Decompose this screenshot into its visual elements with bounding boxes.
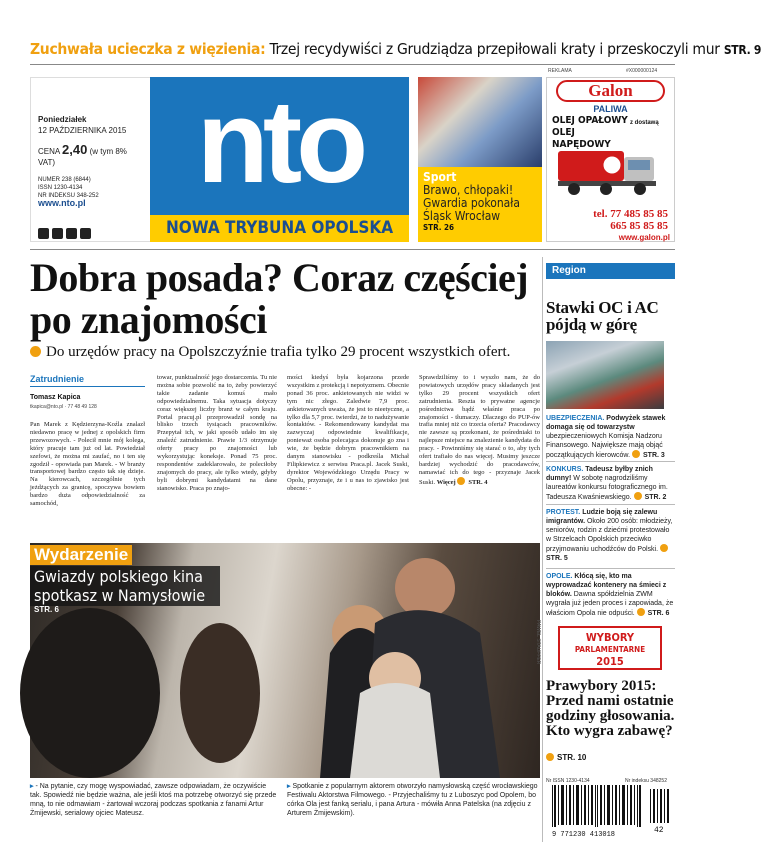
ad-url[interactable]: www.galon.pl: [618, 233, 670, 242]
article-column-3: mości kiedyś była kojarzona przede wszystkim z protekcją i nepotyzmem. Obecnie ponad 36 proc. ankietowanych nie widzi w tym nic złego. Zaledwie 7,9 proc. ankietowanych uważa, że jest to nieetyczne, a tylko dla 5,7 proc. twierdzi, że to nadużywanie kontaktów. - Rekomendowany kandydat ma zazwyczaj odpowiednie kwalifikacje, ponieważ osoba polecająca dokonuje go zna i wie, że będzie dobrym pracownikiem na danym stanowisku - podkreśla Michał Filipkiewicz z serwisu Praca.pl. Jacek Suski, dyrektor Wojewódzkiego Urzędu Pracy w Opolu, przyznaje, że i u nas to zjawisko jest obecne: -: [287, 374, 410, 492]
ad-phones: [556, 208, 668, 232]
top-teaser[interactable]: [30, 40, 761, 58]
event-caption-1: [30, 782, 278, 818]
brief-kicker: PROTEST.: [546, 509, 581, 516]
region-headline[interactable]: Stawki OC i AC pójdą w górę: [546, 298, 659, 334]
arrow-icon: [660, 544, 668, 552]
author-contact: tkapica@nto.pl · 77 48 49 128: [30, 404, 97, 410]
section-label: Zatrudnienie: [30, 374, 145, 387]
caption-arrow-icon: ▸: [287, 783, 291, 790]
facebook-icon[interactable]: [38, 228, 49, 239]
elections-badge-line-3: 2015: [596, 655, 624, 668]
masthead-info: [38, 114, 146, 200]
elections-headline[interactable]: Prawybory 2015: Przed nami ostatnie godziny głosowania. Kto wygra zabawę?: [546, 678, 675, 739]
brief-lead: Ludzie boją się zalewu imigrantów.: [546, 509, 658, 525]
event-kicker: Wydarzenie: [30, 545, 132, 565]
elections-page: [546, 753, 586, 762]
event-caption-2: [287, 782, 540, 818]
ad-brand-sub: PALIWA: [593, 104, 628, 114]
brief-text: W sobotę nagrodziliśmy laureatów konkursu fotograficznego im. Tadeusza Kwaśniewskiego.: [546, 475, 668, 501]
more-link[interactable]: [437, 479, 488, 486]
elections-badge-line-1: WYBORY: [585, 631, 635, 644]
brief-kicker: KONKURS.: [546, 466, 584, 473]
top-divider: [30, 64, 675, 65]
ad-code: #X000000124: [626, 68, 658, 74]
arrow-icon: [632, 450, 640, 458]
region-header[interactable]: Region: [546, 263, 675, 279]
arrow-icon: [634, 492, 642, 500]
main-headline[interactable]: Dobra posada? Coraz częściej po znajomości: [30, 255, 529, 342]
issue-date: 12 PAŹDZIERNIKA 2015: [38, 126, 127, 135]
twitter-icon[interactable]: [52, 228, 63, 239]
sport-title: Sport: [423, 170, 457, 184]
more-page: STR. 4: [468, 478, 488, 486]
barcode-digits: 9 771230 413018: [552, 831, 616, 839]
elections-badge[interactable]: [558, 626, 662, 670]
arrow-icon: [637, 608, 645, 616]
brief-lead: Podwyżek stawek domaga się od towarzystw: [546, 415, 666, 431]
brief-page: STR. 3: [643, 452, 665, 459]
barcode-issn: Nr ISSN 1230-4134: [546, 778, 590, 784]
region-brief-1[interactable]: [546, 414, 675, 460]
top-teaser-kicker: Zuchwała ucieczka z więzienia:: [30, 40, 266, 58]
masthead-divider: [30, 249, 675, 250]
ad-phone-2[interactable]: 665 85 85 85: [610, 220, 668, 232]
barcode-index: Nr indeksu 348252: [625, 778, 667, 784]
ad-phone-1[interactable]: 77 485 85 85: [610, 208, 668, 220]
tablet-icon[interactable]: [80, 228, 91, 239]
mobile-icon[interactable]: [66, 228, 77, 239]
barcode-suffix: 42: [654, 826, 664, 835]
more-label: Więcej: [436, 478, 456, 486]
top-teaser-page: STR. 9: [723, 43, 761, 57]
event-title[interactable]: Gwiazdy polskiego kina spotkasz w Namysłowie: [30, 566, 220, 606]
issue-day: Poniedziałek: [38, 115, 87, 124]
elections-page-text: STR. 10: [557, 753, 587, 762]
event-caption-2-text: Spotkanie z popularnym aktorem otworzyło namysłowską część wrocławskiego Festiwalu Aktorstwa Filmowego. - Przyjechaliśmy tu z Luboszyc pod Opolem, bo córka Ola jest fanką serialu, i pana Artura - mówiła Anna Patelska (na zdjęciu z Arturem Żmijewskim).: [287, 783, 538, 817]
event-caption-1-text: - Na pytanie, czy mogę wyspowiadać, zawsze odpowiadam, że oczywiście tak. Spowiedź nie będzie ważna, ale jeśli ktoś ma potrzebę otworzyć się przede mną, to nie odmawiam - żartował wczoraj podczas spotkania z fanami Artur Żmijewski, serialowy ojciec Mateusz.: [30, 783, 277, 817]
sport-teaser[interactable]: [418, 167, 542, 242]
bullet-icon: [30, 346, 41, 357]
social-icons: [38, 226, 94, 244]
brief-lead: Kłócą się, kto ma wyprowadzać kontenery na śmieci z bloków.: [546, 573, 667, 598]
brief-text: Około 200 osób: młodzieży, seniorów, rodzin z dziećmi protestowało w Strzelcach Opolskich przeciwko przyjmowaniu uchodźców do Polski.: [546, 518, 673, 553]
sport-page: STR. 26: [423, 223, 455, 232]
main-lead-text: Do urzędów pracy na Opolszczyźnie trafia tylko 29 procent wszystkich ofert.: [46, 344, 511, 360]
region-brief-3[interactable]: [546, 508, 675, 563]
article-column-4: [419, 374, 540, 487]
ad-brand-logo: Galon: [556, 80, 665, 102]
article-column-1: Pan Marek z Kędzierzyna-Koźla znalazł niedawno pracę w jednej z opolskich firm przewozowych. - Polecił mnie mój kolega, który pracuje tam już od lat. Powiedział szefowi, że można mi zaufać, no i ten się zgodził - opowiada pan Marek. - W branży transportowej bardzo często tak się dzieje. Na kierowcach, szczególnie tych jeżdżących za granicę, spoczywa bowiem bardzo duża odpowiedzialność za samochód,: [30, 421, 145, 508]
barcode: [546, 785, 675, 839]
truck-icon: [556, 143, 664, 198]
top-teaser-text: Trzej recydywiści z Grudziądza przepiłowali kraty i przeskoczyli mur: [265, 40, 720, 58]
masthead-logo[interactable]: nto: [196, 76, 363, 208]
brief-divider: [546, 504, 675, 505]
price-label: CENA: [38, 147, 60, 156]
site-link[interactable]: www.nto.pl: [38, 198, 86, 208]
region-brief-4[interactable]: [546, 572, 675, 618]
caption-arrow-icon: ▸: [30, 783, 34, 790]
issue-index: NR INDEKSU 348-252: [38, 193, 99, 199]
brief-divider: [546, 461, 675, 462]
brief-lead: Tadeusz byłby znich dumny!: [546, 466, 653, 482]
author-name: Tomasz Kapica: [30, 394, 81, 401]
brief-text: ubezpieczeniowych Komisja Nadzoru Finansowego. Największe mają objąć początkujących kierowców.: [546, 433, 663, 459]
ad-label: REKLAMA: [548, 68, 572, 74]
arrow-icon: [546, 753, 554, 761]
event-page: STR. 6: [34, 605, 59, 614]
main-lead: [30, 344, 540, 361]
price-vat: (w tym 8% VAT): [38, 147, 127, 167]
brief-page: STR. 6: [647, 610, 670, 617]
brief-text: Dawna spółdzielnia ZWM wygrała już jeden proces i zapowiada, że właściom Opola nie odpuści.: [546, 591, 674, 617]
elections-badge-line-2: PARLAMENTARNE: [574, 645, 646, 654]
region-brief-2[interactable]: [546, 465, 675, 502]
issue-number: NUMER 238 (6844): [38, 177, 91, 183]
photo-credit: PAWEŁ STAUFFER: [535, 620, 541, 665]
article-column-2: towar, punktualność jego dostarczenia. Tu nie można sobie pozwolić na to, żeby powierzyć takie zadanie komuś mało odpowiedzialnemu. Taka sytuacja dotyczy coraz większej liczby branż w całym kraju. Portal pracuj.pl przeprowadził sondę na blisko trzech tysiącach pracowników. Przepytał ich, w jaki sposób udało im się znaleźć zatrudnienie. Prawie 1/3 otrzymuje oferty pracy po znajomości lub wykorzystując koneksje. Ponad 75 proc. respondentów zadeklarowało, że poleciłoby znajomych do pracy, ale tylko wtedy, gdyby byli dobrymi kandydatami na dane stanowisko. Praca po znajo-: [157, 374, 277, 492]
more-arrow-icon: [457, 477, 465, 485]
ad-product-1: OLEJ OPAŁOWY: [552, 115, 628, 126]
brief-kicker: UBEZPIECZENIA.: [546, 415, 605, 422]
issue-issn: ISSN 1230-4134: [38, 185, 83, 191]
brief-page: STR. 2: [644, 494, 667, 501]
sport-text: Brawo, chłopaki! Gwardia pokonała Śląsk Wrocław: [423, 183, 520, 223]
sport-photo[interactable]: [418, 77, 542, 167]
price-value: 2,40: [62, 142, 88, 157]
article-column-4-text: Sprawdziliśmy to i wyszło nam, że do powiatowych urzędów pracy składanych jest tylko 29 procent wszystkich ofert zatrudnienia. Reszta to prywatne agencje pośrednictwa bądź właśnie praca po znajomości - tłumaczy. Dlaczego do PUP-ów trafia mniej niż co trzecia oferta? Pracodawcy nie zawsze są przekonani, że pośredniaki to najlepsze miejsce na znalezienie kandydata do pracy. - Powinniśmy się starać o to, aby tych ofert trafiało do nas więcej. Musimy jeszcze bardziej wychodzić do pracodawców, namawiać ich do tego - przyznaje Jacek Suski.: [419, 374, 540, 486]
brief-divider: [546, 568, 675, 569]
ad-product-2: OLEJ NAPĘDOWY: [552, 127, 611, 150]
masthead-title: NOWA TRYBUNA OPOLSKA: [150, 215, 409, 242]
brief-page: STR. 5: [546, 555, 568, 562]
price-line: [38, 144, 146, 168]
ad-phone-label: tel.: [593, 208, 608, 220]
region-photo[interactable]: [546, 341, 664, 409]
column-divider: [542, 257, 543, 842]
brief-kicker: OPOLE.: [546, 573, 573, 580]
ad-delivery: z dostawą: [630, 120, 659, 126]
